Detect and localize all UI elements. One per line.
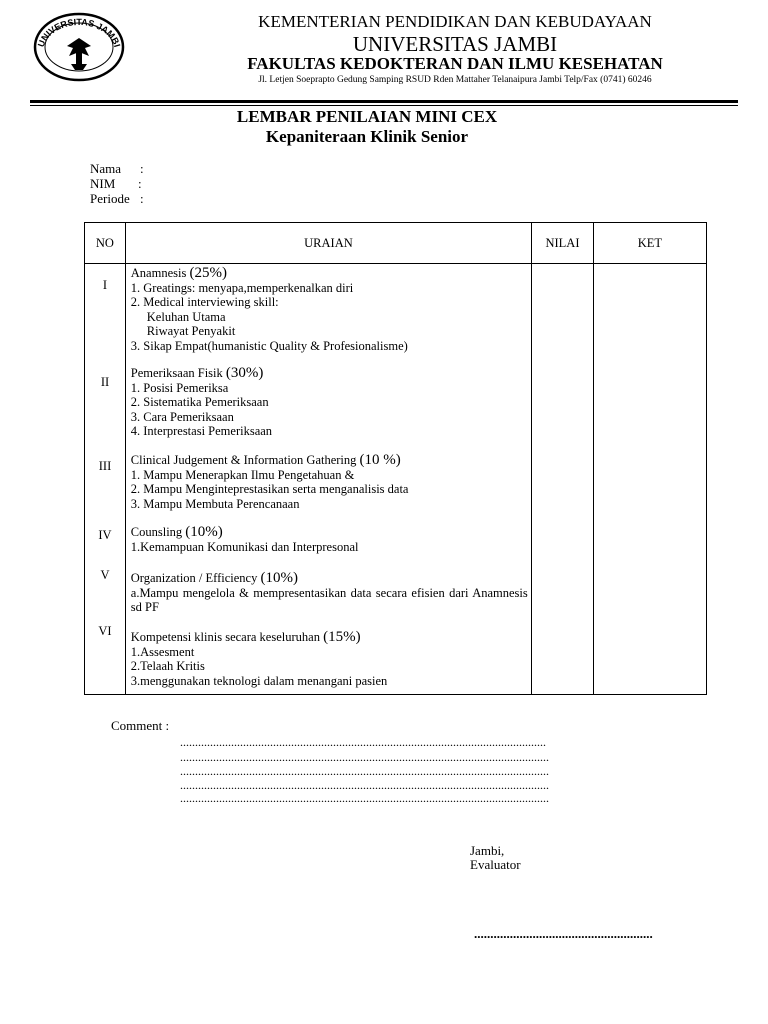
section-number: VI [98,624,112,638]
section-number: I [102,278,108,292]
identity-nama: Nama : [90,161,144,176]
section-weight: (25%) [189,265,227,281]
section-organization [131,571,528,615]
section-title: Counsling [130,525,186,539]
section-counsling [131,525,528,554]
section-number: III [98,459,112,473]
list-item: 3.menggunakan teknologi dalam menangani pasien [130,673,388,688]
table-body-row [85,264,707,695]
section-weight: (10%) [185,524,223,540]
table-header-row [85,223,707,264]
address: Jl. Letjen Soeprapto Gedung Samping RSUD Rden Mattaher Telanaipura Jambi Telp/Fax (0741) 60246 [258,75,652,85]
section-kompetensi-klinis [131,630,528,688]
header-nilai: NILAI [532,223,594,264]
list-item: 1. Posisi Pemeriksa [130,380,229,395]
section-number: II [100,375,110,389]
header-uraian: URAIAN [125,223,531,264]
list-item: a.Mampu mengelola & mempresentasikan data secara efisien dari Anamnesis sd PF [130,585,528,614]
form-subtitle: Kepaniteraan Klinik Senior [265,127,469,146]
section-title: Clinical Judgement & Information Gathering [130,453,360,467]
signature-line[interactable]: ....................................................... [474,926,653,941]
identity-nim: NIM : [90,176,142,191]
list-item: 1.Kemampuan Komunikasi dan Interpresonal [130,539,359,554]
uraian-column [125,264,531,695]
identity-periode: Periode : [90,191,144,206]
list-item: 1. Greatings: menyapa,memperkenalkan diri [130,280,354,295]
section-pemeriksaan-fisik [131,366,528,439]
comment-line[interactable]: ........................................................................................................................... [180,791,549,805]
comment-line[interactable]: ........................................................................................................................... [180,764,549,778]
section-number: IV [98,528,112,542]
list-item: 2. Sistematika Pemeriksaan [130,395,269,409]
assessment-table [84,222,707,695]
list-item: 2. Medical interviewing skill: [130,295,279,309]
comment-line[interactable]: ........................................................................................................................... [180,778,549,792]
section-title: Pemeriksaan Fisik [130,366,226,380]
identity-label: Nama [90,161,122,176]
no-column [85,264,126,695]
university-name: UNIVERSITAS JAMBI [352,32,558,56]
signature-role: Evaluator [470,857,521,872]
list-item: 2.Telaah Kritis [130,659,205,673]
section-weight: (15%) [323,629,361,645]
section-clinical-judgement [131,453,528,511]
section-weight: (10%) [260,570,298,586]
list-item: 1. Mampu Menerapkan Ilmu Pengetahuan & [130,467,355,482]
comment-label: Comment : [111,718,170,733]
header-no: NO [85,223,126,264]
header-rule-thick [30,100,738,103]
list-item: Keluhan Utama [146,309,226,324]
list-item: 3. Cara Pemeriksaan [130,409,234,424]
identity-label: Periode [90,191,130,206]
ministry-name: KEMENTERIAN PENDIDIKAN DAN KEBUDAYAAN [258,12,652,31]
faculty-name: FAKULTAS KEDOKTERAN DAN ILMU KESEHATAN [247,54,663,73]
section-title: Kompetensi klinis secara keseluruhan [130,630,324,644]
section-weight: (10 %) [359,452,401,468]
ket-column[interactable] [593,264,706,695]
comment-line[interactable]: ........................................................................................................................... [180,750,549,764]
form-title: LEMBAR PENILAIAN MINI CEX [236,107,498,126]
section-number: V [100,568,110,582]
list-item: 2. Mampu Menginteprestasikan serta menganalisis data [130,482,409,496]
list-item: 3. Sikap Empat(humanistic Quality & Profesionalisme) [130,338,408,353]
list-item: 1.Assesment [130,644,195,659]
section-title: Anamnesis [130,266,190,280]
nilai-column[interactable] [532,264,594,695]
list-item: 3. Mampu Membuta Perencanaan [130,496,300,511]
list-item: Riwayat Penyakit [146,324,236,338]
comment-line[interactable]: .......................................................................................................................... [180,735,546,749]
section-weight: (30%) [225,365,264,381]
svg-text:UNIVERSITAS JAMBI: UNIVERSITAS JAMBI [35,16,123,49]
header-ket: KET [593,223,706,264]
university-logo [33,12,125,82]
signature-place: Jambi, [470,843,505,858]
identity-label: NIM [90,176,116,191]
section-anamnesis [131,266,528,353]
section-title: Organization / Efficiency [130,571,261,585]
header-rule-thin [30,105,738,106]
list-item: 4. Interprestasi Pemeriksaan [130,424,273,438]
